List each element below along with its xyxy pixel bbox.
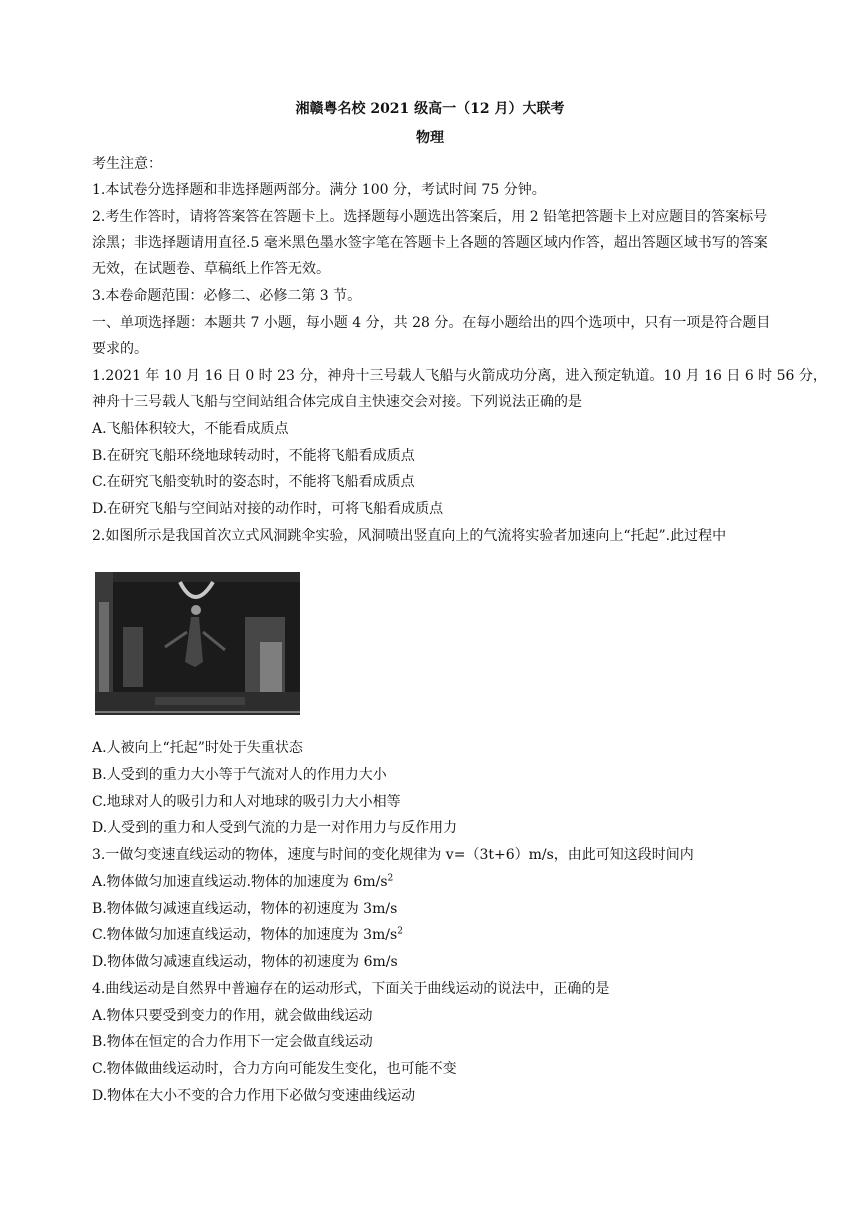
question-2-option-c: C.地球对人的吸引力和人对地球的吸引力大小相等: [92, 794, 401, 810]
question-1-option-a: A.飞船体积较大，不能看成质点: [92, 421, 289, 437]
question-2-option-a: A.人被向上“托起”时处于失重状态: [92, 740, 303, 756]
question-1-option-d: D.在研究飞船与空间站对接的动作时，可将飞船看成质点: [92, 501, 444, 517]
question-4-stem: 4.曲线运动是自然界中普遍存在的运动形式，下面关于曲线运动的说法中，正确的是: [92, 981, 610, 997]
question-1-stem-line-1: 1.2021 年 10 月 16 日 0 时 23 分，神舟十三号载人飞船与火箭成功分离，进入预定轨道。10 月 16 日 6 时 56 分，: [92, 368, 827, 384]
section-heading-line-1: 一、单项选择题：本题共 7 小题，每小题 4 分，共 28 分。在每小题给出的四个选项中，只有一项是符合题目: [92, 315, 771, 331]
question-3-option-c-text: C.物体做匀加速直线运动，物体的加速度为 3m/s: [92, 927, 398, 943]
question-2-option-d: D.人受到的重力和人受到气流的力是一对作用力与反作用力: [92, 820, 458, 836]
question-3-option-c: [92, 925, 812, 945]
question-1-option-c: C.在研究飞船变轨时的姿态时，不能将飞船看成质点: [92, 474, 415, 490]
notice-item-2-line-2: 涂黑；非选择题请用直径.5 毫米黑色墨水签字笔在答题卡上各题的答题区域内作答，超出答题区域书写的答案: [92, 235, 768, 251]
question-3-option-d: D.物体做匀减速直线运动，物体的初速度为 6m/s: [92, 954, 398, 970]
notice-item-2-line-3: 无效，在试题卷、草稿纸上作答无效。: [92, 261, 330, 277]
question-1-option-b: B.在研究飞船环绕地球转动时，不能将飞船看成质点: [92, 448, 415, 464]
question-2-option-b: B.人受到的重力大小等于气流对人的作用力大小: [92, 767, 387, 783]
question-3-option-a-text: A.物体做匀加速直线运动.物体的加速度为 6m/s: [92, 874, 388, 890]
wind-tunnel-photo: [95, 572, 300, 715]
section-heading-line-2: 要求的。: [92, 341, 148, 357]
question-4-option-c: C.物体做曲线运动时，合力方向可能发生变化，也可能不变: [92, 1061, 457, 1077]
question-4-option-b: B.物体在恒定的合力作用下一定会做直线运动: [92, 1034, 373, 1050]
subject-title: 物理: [416, 130, 444, 146]
question-4-option-d: D.物体在大小不变的合力作用下必做匀变速曲线运动: [92, 1088, 416, 1104]
notice-heading: 考生注意：: [92, 156, 162, 172]
question-4-option-a: A.物体只要受到变力的作用，就会做曲线运动: [92, 1008, 373, 1024]
notice-item-2-line-1: 2.考生作答时，请将答案答在答题卡上。选择题每小题选出答案后，用 2 铅笔把答题卡上对应题目的答案标号: [92, 209, 768, 225]
exam-title: 湘赣粤名校 2021 级高一（12 月）大联考: [295, 101, 565, 117]
question-3-option-a-exponent: 2: [387, 873, 394, 884]
question-3-option-b: B.物体做匀减速直线运动，物体的初速度为 3m/s: [92, 901, 398, 917]
notice-item-1: 1.本试卷分选择题和非选择题两部分。满分 100 分，考试时间 75 分钟。: [92, 182, 546, 198]
question-3-option-c-exponent: 2: [397, 926, 403, 937]
question-3-option-a: [92, 872, 812, 892]
question-3-stem: 3.一做匀变速直线运动的物体，速度与时间的变化规律为 v=（3t+6）m/s，由此可知这段时间内: [92, 847, 694, 863]
notice-item-3: 3.本卷命题范围：必修二、必修二第 3 节。: [92, 288, 362, 304]
question-2-stem: 2.如图所示是我国首次立式风洞跳伞实验，风洞喷出竖直向上的气流将实验者加速向上“托起”.此过程中: [92, 528, 727, 544]
question-1-stem-line-2: 神舟十三号载人飞船与空间站组合体完成自主快速交会对接。下列说法正确的是: [92, 394, 582, 410]
